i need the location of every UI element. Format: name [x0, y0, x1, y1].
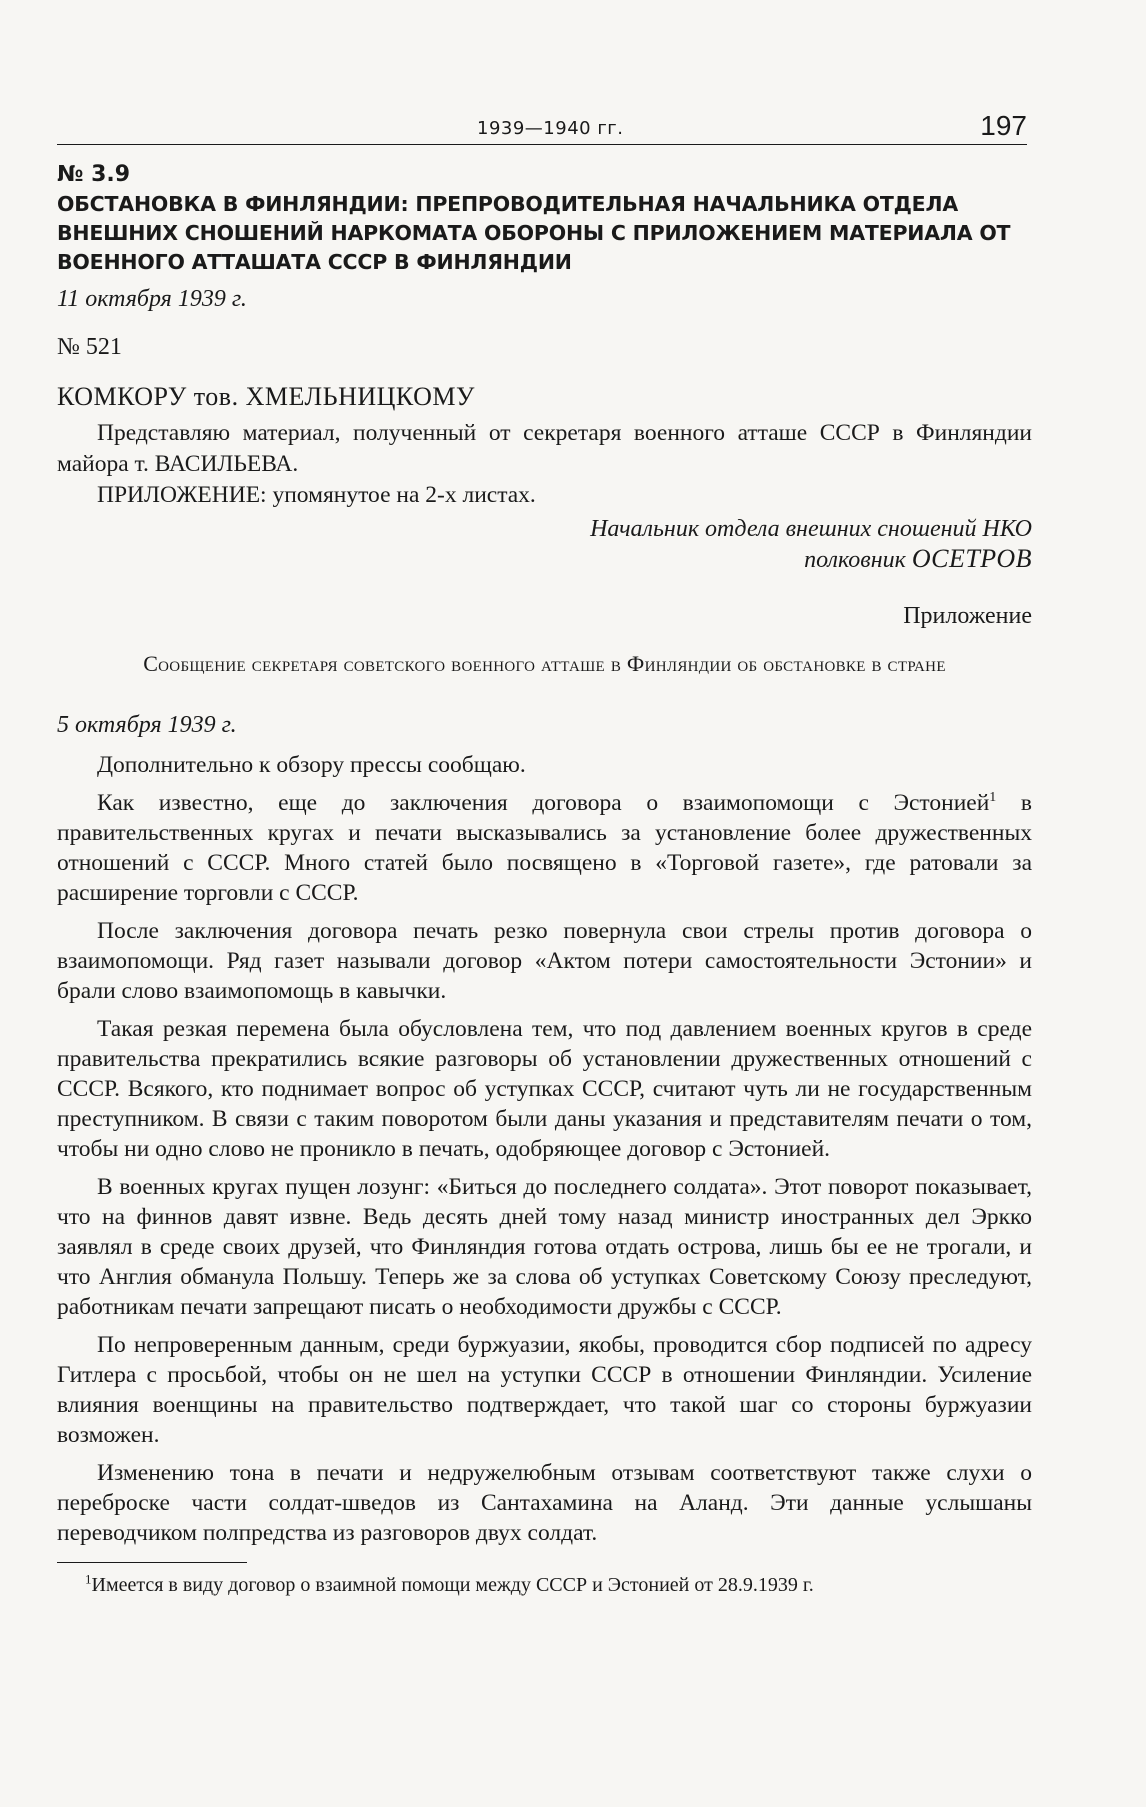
running-head [57, 108, 1027, 145]
outgoing-number: № 521 [57, 334, 122, 360]
body-paragraph-tail: в правительственных кругах и печати высказывались за установление более дружественных отношений с СССР. Много статей было посвящено в «Торговой газете», где ратовали за расширение торговли с СССР. [57, 790, 1033, 906]
footnote-reference[interactable]: 1 [989, 790, 997, 806]
footnote-marker: 1 [85, 1571, 92, 1587]
document-title: ОБСТАНОВКА В ФИНЛЯНДИИ: ПРЕПРОВОДИТЕЛЬНАЯ НАЧАЛЬНИКА ОТДЕЛА ВНЕШНИХ СНОШЕНИЙ НАРКОМАТА ОБОРОНЫ С ПРИЛОЖЕНИЕМ МАТЕРИАЛА ОТ ВОЕННОГО АТТАШАТА СССР В ФИНЛЯНДИИ [57, 192, 1011, 274]
document-number: № 3.9 [57, 162, 131, 187]
running-title: 1939—1940 гг. [477, 118, 624, 139]
attachment-label: Приложение [903, 603, 1032, 629]
attachment-body [57, 750, 1032, 1556]
body-paragraph: Дополнительно к обзору прессы сообщаю. [97, 752, 526, 778]
attachment-date: 5 октября 1939 г. [57, 712, 237, 738]
cover-paragraph: Представляю материал, полученный от секретаря военного атташе СССР в Финляндии майора т. ВАСИЛЬЕВА. [57, 420, 1032, 477]
body-paragraph: Изменению тона в печати и недружелюбным отзывам соответствуют также слухи о переброске части солдат-шведов из Сантахамина на Аланд. Эти данные услышаны переводчиком полпредства из разговоров двух солдат. [57, 1460, 1032, 1546]
appendix-note: ПРИЛОЖЕНИЕ: упомянутое на 2-х листах. [97, 482, 536, 508]
body-paragraph: В военных кругах пущен лозунг: «Биться до последнего солдата». Этот поворот показывает, что на финнов давят извне. Ведь десять дней тому назад министр иностранных дел Эркко заявлял в среде своих друзей, что Финляндия готова отдать острова, лишь бы ее не трогали, и что Англия обманула Польшу. Теперь же за слова об уступках Советскому Союзу преследуют, работникам печати запрещают писать о необходимости дружбы с СССР. [57, 1174, 1032, 1320]
page-number: 197 [980, 110, 1027, 141]
addressee: КОМКОРУ тов. ХМЕЛЬНИЦКОМУ [57, 382, 475, 411]
signature-block [590, 514, 1032, 575]
body-paragraph [57, 788, 1032, 908]
footnote [57, 1572, 1032, 1598]
signature-name: ОСЕТРОВ [911, 544, 1032, 573]
document-header [57, 160, 1032, 277]
document-date: 11 октября 1939 г. [57, 286, 247, 312]
signature-rank: полковник [804, 547, 906, 573]
attachment-title: Сообщение секретаря советского военного атташе в Финляндии об обстановке в стране [143, 651, 946, 676]
footnote-text: Имеется в виду договор о взаимной помощи между СССР и Эстонией от 28.9.1939 г. [91, 1574, 814, 1596]
body-paragraph: После заключения договора печать резко повернула свои стрелы против договора о взаимопомощи. Ряд газет называли договор «Актом потери самостоятельности Эстонии» и брали слово взаимопомощь в кавычки. [57, 918, 1032, 1004]
signature-position: Начальник отдела внешних сношений НКО [590, 516, 1032, 542]
body-paragraph: Такая резкая перемена была обусловлена тем, что под давлением военных кругов в среде правительства прекратились всякие разговоры об установлении дружественных отношений с СССР. Всякого, кто поднимает вопрос об уступках СССР, считают чуть ли не государственным преступником. В связи с таким поворотом были даны указания и представителям печати о том, чтобы ни одно слово не проникло в печать, одобряющее договор с Эстонией. [57, 1016, 1032, 1162]
footnote-divider [57, 1562, 247, 1563]
body-paragraph-lead: Как известно, еще до заключения договора о взаимопомощи с Эстонией [97, 790, 990, 816]
cover-letter [57, 418, 1032, 511]
body-paragraph: По непроверенным данным, среди буржуазии, якобы, проводится сбор подписей по адресу Гитлера с просьбой, чтобы он не шел на уступки СССР в отношении Финляндии. Усиление влияния военщины на правительство подтверждает, что такой шаг со стороны буржуазии возможен. [57, 1332, 1032, 1448]
